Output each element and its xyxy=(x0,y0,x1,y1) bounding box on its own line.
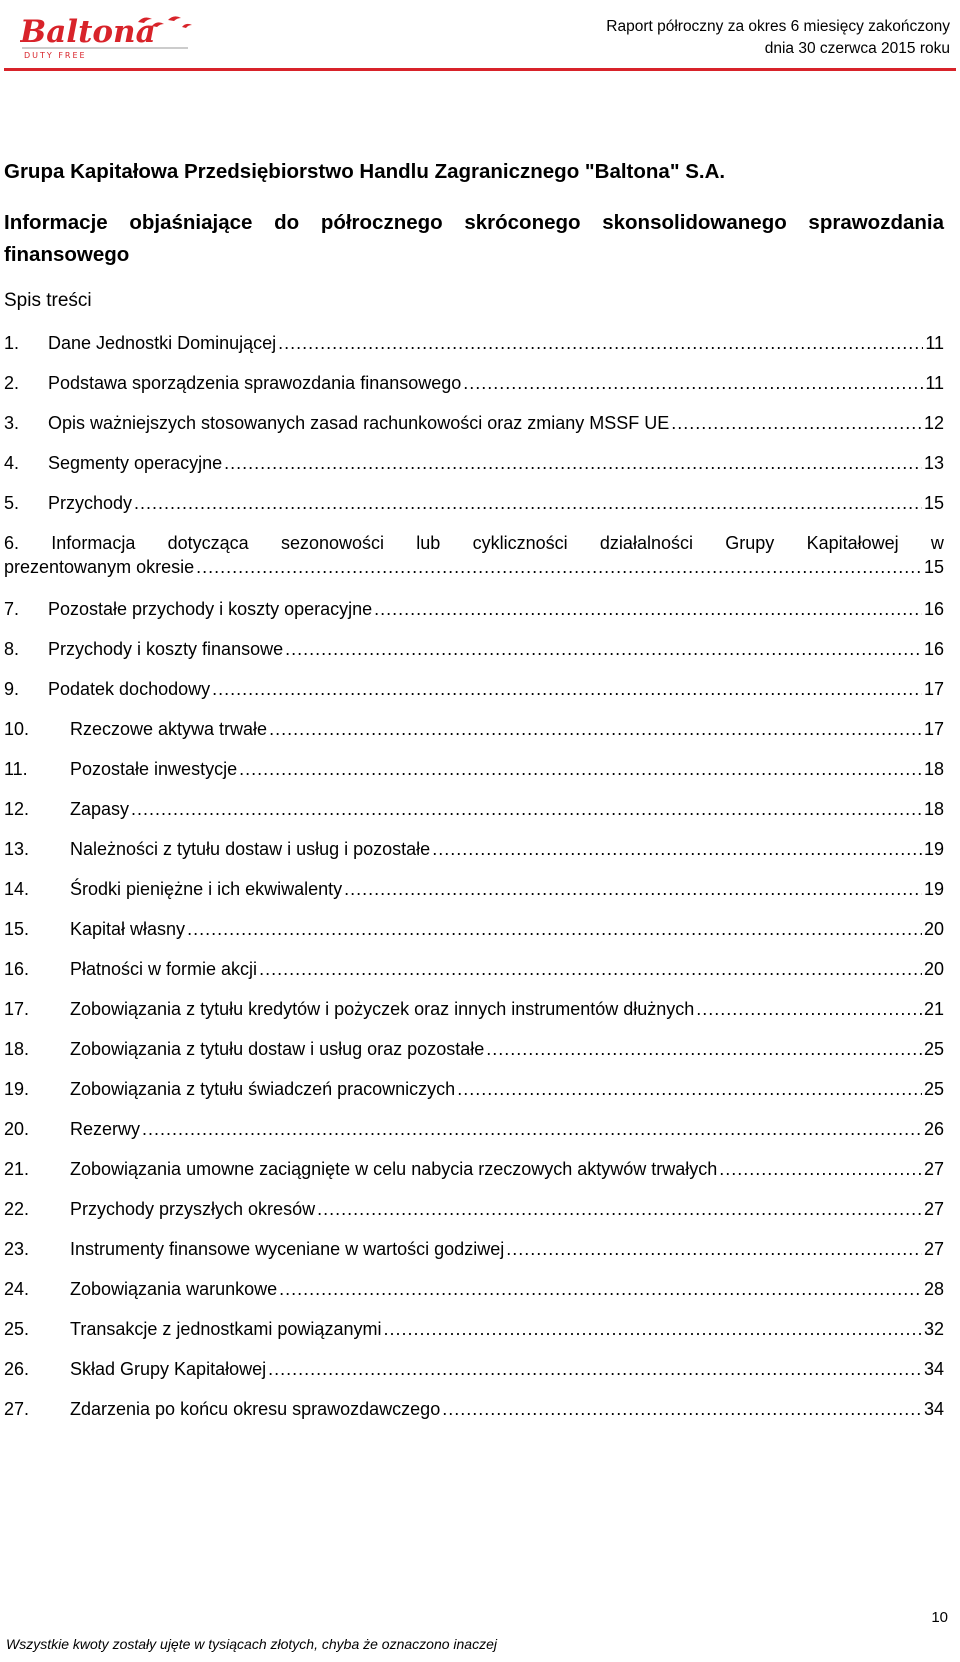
toc-entry-page: 19 xyxy=(923,879,944,899)
toc-entry[interactable] xyxy=(4,492,944,532)
toc-entry-leader xyxy=(279,1278,922,1300)
toc-entry-title-word: dotycząca xyxy=(167,533,249,553)
toc-entry-page: 19 xyxy=(923,839,944,859)
toc-entry-leader xyxy=(317,1198,922,1220)
toc-entry-number: 10. xyxy=(4,719,30,739)
toc-entry-number: 25. xyxy=(4,1319,30,1339)
toc-entry[interactable] xyxy=(4,838,944,878)
toc-entry[interactable] xyxy=(4,1078,944,1118)
toc-entry-number: 21. xyxy=(4,1159,30,1179)
toc-entry-page: 20 xyxy=(923,959,944,979)
toc-entry-number: 27. xyxy=(4,1399,30,1419)
toc-entry[interactable] xyxy=(4,918,944,958)
toc-entry-leader xyxy=(285,638,922,660)
toc-entry-leader xyxy=(196,556,922,578)
toc-entry[interactable] xyxy=(4,1238,944,1278)
toc-entry[interactable] xyxy=(4,758,944,798)
toc-entry-leader xyxy=(269,718,922,740)
toc-entry[interactable] xyxy=(4,1038,944,1078)
toc-entry-page: 27 xyxy=(923,1199,944,1219)
report-title-line1: Raport półroczny za okres 6 miesięcy zakończony xyxy=(606,18,950,35)
toc-entry-title: Podstawa sporządzenia sprawozdania finansowego xyxy=(48,373,462,393)
toc-entry-number: 18. xyxy=(4,1039,30,1059)
toc-entry-title-word: cykliczności xyxy=(472,533,568,553)
toc-entry-leader xyxy=(224,452,922,474)
toc-entry-title-word: Informacja xyxy=(51,533,136,553)
toc-entry-title: Segmenty operacyjne xyxy=(48,453,223,473)
svg-text:Baltona: Baltona xyxy=(20,14,156,50)
toc-entry-title: Przychody i koszty finansowe xyxy=(48,639,284,659)
toc-entry-title: Transakcje z jednostkami powiązanymi xyxy=(70,1319,382,1339)
toc-entry[interactable] xyxy=(4,332,944,372)
toc-entry-number: 1. xyxy=(4,333,20,353)
toc-entry-title: Przychody xyxy=(48,493,133,513)
toc-entry[interactable] xyxy=(4,1198,944,1238)
toc-entry-number: 9. xyxy=(4,679,20,699)
toc-entry-page: 34 xyxy=(923,1399,944,1419)
toc-entry-page: 32 xyxy=(923,1319,944,1339)
document-subtitle: Informacje objaśniające do półrocznego skróconego skonsolidowanego sprawozdania finansowego xyxy=(4,211,944,266)
toc-entry-leader xyxy=(187,918,922,940)
toc-entry-page: 25 xyxy=(923,1079,944,1099)
toc-entry-leader xyxy=(463,372,923,394)
toc-entry-leader xyxy=(278,332,923,354)
toc-entry-title: Zobowiązania z tytułu świadczeń pracowniczych xyxy=(70,1079,456,1099)
toc-entry-title-word: działalności xyxy=(599,533,693,553)
toc-entry[interactable] xyxy=(4,998,944,1038)
toc-entry-number: 4. xyxy=(4,453,20,473)
toc-entry-number: 16. xyxy=(4,959,30,979)
toc-entry-leader xyxy=(142,1118,922,1140)
toc-entry-page: 17 xyxy=(923,719,944,739)
toc-entry-page: 21 xyxy=(923,999,944,1019)
toc-entry-leader xyxy=(671,412,922,434)
toc-entry-leader xyxy=(457,1078,922,1100)
toc-entry-title: Zobowiązania umowne zaciągnięte w celu nabycia rzeczowych aktywów trwałych xyxy=(70,1159,718,1179)
toc-entry-number: 26. xyxy=(4,1359,30,1379)
toc-entry-number: 13. xyxy=(4,839,30,859)
toc-entry-title: Opis ważniejszych stosowanych zasad rachunkowości oraz zmiany MSSF UE xyxy=(48,413,670,433)
toc-entry-number: 22. xyxy=(4,1199,30,1219)
toc-entry-leader xyxy=(134,492,922,514)
page-number: 10 xyxy=(931,1609,948,1626)
toc-entry-title-word: Kapitałowej xyxy=(806,533,899,553)
toc-entry-leader xyxy=(696,998,922,1020)
toc-entry-page: 11 xyxy=(925,333,944,353)
report-title-line2: dnia 30 czerwca 2015 roku xyxy=(764,40,950,57)
svg-text:DUTY FREE: DUTY FREE xyxy=(24,51,87,60)
toc-entry-page: 13 xyxy=(923,453,944,473)
toc-entry-leader xyxy=(212,678,922,700)
toc-entry-page: 16 xyxy=(923,599,944,619)
toc-entry-leader xyxy=(239,758,922,780)
toc-entry-title: Rzeczowe aktywa trwałe xyxy=(70,719,268,739)
toc-entry-leader xyxy=(506,1238,922,1260)
toc-entry-page: 27 xyxy=(923,1159,944,1179)
toc-entry-title: Zobowiązania warunkowe xyxy=(70,1279,278,1299)
toc-entry[interactable] xyxy=(4,1118,944,1158)
toc-entry-number: 11. xyxy=(4,759,28,779)
toc-entry-number: 23. xyxy=(4,1239,30,1259)
toc-entry[interactable] xyxy=(4,452,944,492)
baltona-logo-icon xyxy=(20,8,210,60)
toc-entry[interactable] xyxy=(4,412,944,452)
toc-entry-title: Zapasy xyxy=(70,799,130,819)
toc-entry-number: 17. xyxy=(4,999,30,1019)
toc-entry-title: Zdarzenia po końcu okresu sprawozdawczego xyxy=(70,1399,441,1419)
toc-entry-number: 3. xyxy=(4,413,20,433)
toc-entry[interactable] xyxy=(4,372,944,412)
toc-entry-title: Zobowiązania z tytułu kredytów i pożyczek oraz innych instrumentów dłużnych xyxy=(70,999,695,1019)
toc-entry[interactable] xyxy=(4,532,944,598)
toc-entry[interactable] xyxy=(4,598,944,638)
toc-entry[interactable] xyxy=(4,1278,944,1318)
company-name: Grupa Kapitałowa Przedsiębiorstwo Handlu Zagranicznego "Baltona" S.A. xyxy=(4,160,726,183)
toc-entry-leader xyxy=(344,878,922,900)
toc-entry-number: 19. xyxy=(4,1079,30,1099)
toc-entry-leader xyxy=(383,1318,922,1340)
toc-entry[interactable] xyxy=(4,1358,944,1398)
toc-entry-page: 16 xyxy=(923,639,944,659)
toc-entry-leader xyxy=(442,1398,922,1420)
toc-entry[interactable] xyxy=(4,1398,944,1438)
table-of-contents xyxy=(4,332,944,1438)
toc-entry[interactable] xyxy=(4,798,944,838)
toc-entry-leader xyxy=(432,838,922,860)
toc-entry-leader xyxy=(719,1158,922,1180)
toc-entry-title: Płatności w formie akcji xyxy=(70,959,258,979)
toc-entry-page: 20 xyxy=(923,919,944,939)
toc-entry-title-word: w xyxy=(930,533,944,553)
toc-entry-leader xyxy=(486,1038,922,1060)
toc-entry-number: 14. xyxy=(4,879,30,899)
toc-entry-number: 5. xyxy=(4,493,20,513)
toc-entry-number: 2. xyxy=(4,373,20,393)
toc-entry-page: 15 xyxy=(923,557,944,577)
toc-entry-number: 24. xyxy=(4,1279,30,1299)
toc-entry-title: Pozostałe inwestycje xyxy=(70,759,238,779)
report-title xyxy=(470,16,950,60)
page-header xyxy=(0,0,960,72)
toc-entry[interactable] xyxy=(4,958,944,998)
toc-entry-page: 11 xyxy=(925,373,944,393)
toc-entry-title-word: lub xyxy=(416,533,441,553)
toc-entry-page: 34 xyxy=(923,1359,944,1379)
toc-entry-title: Przychody przyszłych okresów xyxy=(70,1199,316,1219)
toc-entry-number: 6. xyxy=(4,533,20,553)
toc-entry-number: 7. xyxy=(4,599,20,619)
toc-entry-title: Podatek dochodowy xyxy=(48,679,211,699)
toc-entry-title: Pozostałe przychody i koszty operacyjne xyxy=(48,599,373,619)
toc-heading: Spis treści xyxy=(4,290,92,311)
toc-entry-title: Rezerwy xyxy=(70,1119,141,1139)
toc-entry-page: 17 xyxy=(923,679,944,699)
toc-entry-number: 15. xyxy=(4,919,30,939)
toc-entry-title: prezentowanym okresie xyxy=(4,557,195,577)
toc-entry-number: 12. xyxy=(4,799,30,819)
toc-entry[interactable] xyxy=(4,1158,944,1198)
toc-entry[interactable] xyxy=(4,878,944,918)
toc-entry-title-word: Grupy xyxy=(725,533,775,553)
toc-entry[interactable] xyxy=(4,718,944,758)
toc-entry[interactable] xyxy=(4,638,944,678)
toc-entry-title-line1 xyxy=(4,532,944,556)
toc-entry-title: Zobowiązania z tytułu dostaw i usług oraz pozostałe xyxy=(70,1039,485,1059)
toc-entry-leader xyxy=(374,598,922,620)
toc-entry[interactable] xyxy=(4,1318,944,1358)
toc-entry-page: 18 xyxy=(923,799,944,819)
toc-entry-page: 27 xyxy=(923,1239,944,1259)
header-divider xyxy=(4,68,956,71)
toc-entry-title: Należności z tytułu dostaw i usług i pozostałe xyxy=(70,839,431,859)
toc-entry-leader xyxy=(131,798,922,820)
toc-entry-number: 20. xyxy=(4,1119,30,1139)
toc-entry-page: 15 xyxy=(923,493,944,513)
baltona-logo xyxy=(20,8,210,60)
toc-entry-title: Instrumenty finansowe wyceniane w wartości godziwej xyxy=(70,1239,505,1259)
toc-entry-page: 28 xyxy=(923,1279,944,1299)
toc-entry-page: 26 xyxy=(923,1119,944,1139)
toc-entry-leader xyxy=(268,1358,922,1380)
toc-entry-page: 25 xyxy=(923,1039,944,1059)
toc-entry-title: Dane Jednostki Dominującej xyxy=(48,333,277,353)
toc-entry-title: Skład Grupy Kapitałowej xyxy=(70,1359,267,1379)
footer-note: Wszystkie kwoty zostały ujęte w tysiącach złotych, chyba że oznaczono inaczej xyxy=(6,1636,497,1652)
toc-entry-title: Kapitał własny xyxy=(70,919,186,939)
toc-entry-title-word: sezonowości xyxy=(280,533,385,553)
toc-entry-number: 8. xyxy=(4,639,20,659)
toc-entry-page: 12 xyxy=(923,413,944,433)
toc-entry-title: Środki pieniężne i ich ekwiwalenty xyxy=(70,879,343,899)
toc-entry-page: 18 xyxy=(923,759,944,779)
toc-entry[interactable] xyxy=(4,678,944,718)
toc-entry-leader xyxy=(259,958,922,980)
